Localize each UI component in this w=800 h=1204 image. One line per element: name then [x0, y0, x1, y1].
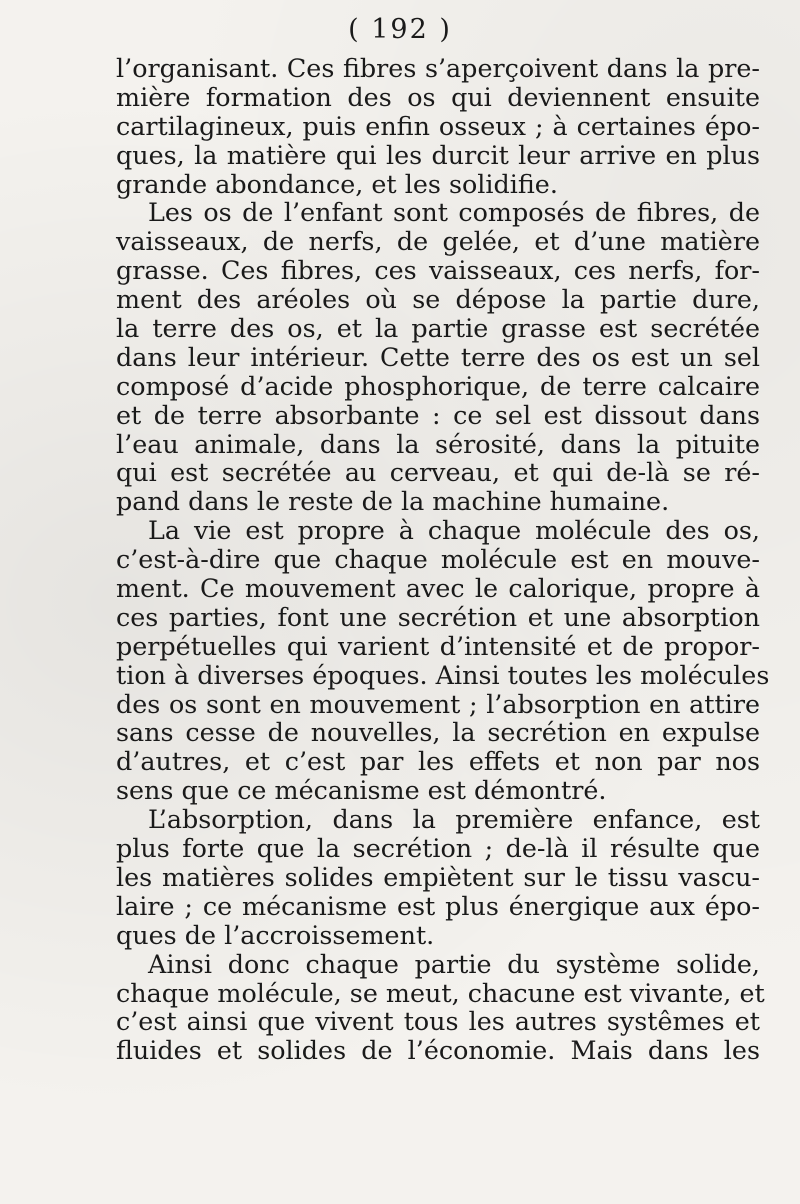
text-line: l’organisant. Ces fibres s’aperçoivent dans la pre- — [116, 53, 760, 83]
text-line: La vie est propre à chaque molécule des os, — [148, 515, 760, 546]
text-line: sans cesse de nouvelles, la secrétion en expulse — [116, 717, 760, 748]
body-text — [116, 53, 770, 1066]
text-line: l’eau animale, dans la sérosité, dans la pituite — [116, 428, 760, 459]
text-line: ques, la matière qui les durcit leur arrive en plus — [116, 139, 760, 170]
paragraph — [116, 805, 760, 949]
text-line: qui est secrétée au cerveau, et qui de-là se ré- — [116, 457, 760, 488]
text-line: ces parties, font une secrétion et une absorption — [116, 601, 760, 632]
text-line: chaque molécule, se meut, chacune est vivante, et — [116, 977, 765, 1008]
paragraph — [116, 198, 760, 516]
paragraph — [116, 515, 770, 806]
text-line: Les os de l’enfant sont composés de fibres, de — [148, 197, 760, 228]
text-line: des os sont en mouvement ; l’absorption en attire — [116, 688, 760, 719]
text-line: ques de l’accroissement. — [116, 919, 435, 950]
text-line: cartilagineux, puis enfin osseux ; à certaines épo- — [116, 110, 760, 141]
text-line: les matières solides empiètent sur le tissu vascu- — [116, 861, 760, 892]
text-line: grande abondance, et les solidifie. — [116, 168, 558, 199]
text-line: dans leur intérieur. Cette terre des os est un sel — [116, 341, 760, 372]
text-line: tion à diverses époques. Ainsi toutes les molécules — [116, 659, 770, 690]
text-line: fluides et solides de l’économie. Mais dans les — [116, 1035, 760, 1066]
text-line: mière formation des os qui deviennent ensuite — [116, 81, 760, 112]
text-line: ment des aréoles où se dépose la partie dure, — [116, 284, 760, 315]
text-line: pand dans le reste de la machine humaine. — [116, 486, 670, 517]
text-line: c’est ainsi que vivent tous les autres systêmes et — [116, 1006, 760, 1037]
text-line: vaisseaux, de nerfs, de gelée, et d’une matière — [116, 226, 760, 257]
page-number: ( 192 ) — [348, 14, 452, 45]
text-line: sens que ce mécanisme est démontré. — [116, 775, 607, 806]
paragraph — [116, 54, 760, 198]
text-line: ment. Ce mouvement avec le calorique, propre à — [116, 573, 760, 604]
text-line: L’absorption, dans la première enfance, est — [148, 804, 760, 835]
text-line: grasse. Ces fibres, ces vaisseaux, ces nerfs, for- — [116, 255, 760, 286]
text-line: laire ; ce mécanisme est plus énergique aux épo- — [116, 890, 760, 921]
text-line: Ainsi donc chaque partie du système solide, — [148, 948, 760, 979]
text-line: et de terre absorbante : ce sel est dissout dans — [116, 399, 760, 430]
text-line: c’est-à-dire que chaque molécule est en mouve- — [116, 544, 760, 575]
paragraph — [116, 948, 765, 1066]
text-line: la terre des os, et la partie grasse est secrétée — [116, 313, 760, 344]
text-line: plus forte que la secrétion ; de-là il résulte que — [116, 833, 760, 864]
text-line: perpétuelles qui varient d’intensité et de propor- — [116, 630, 760, 661]
text-line: composé d’acide phosphorique, de terre calcaire — [116, 370, 760, 401]
text-line: d’autres, et c’est par les effets et non par nos — [116, 746, 760, 777]
